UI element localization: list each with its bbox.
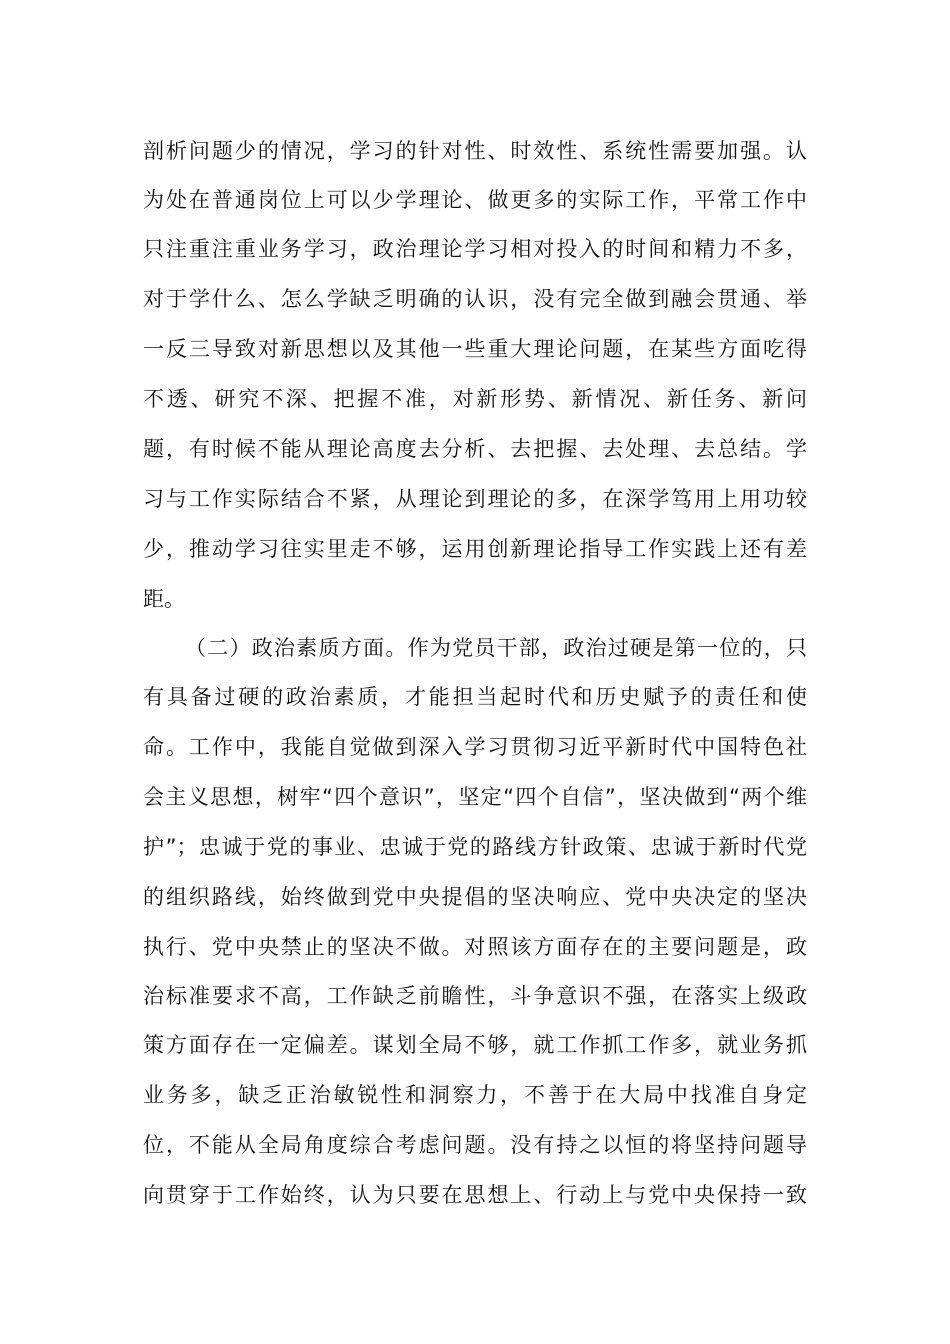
text-line: 向贯穿于工作始终，认为只要在思想上、行动上与党中央保持一致 — [143, 1183, 807, 1207]
text-line: 剖析问题少的情况，学习的针对性、时效性、系统性需要加强。认 — [143, 139, 807, 163]
text-line: 只注重注重业务学习，政治理论学习相对投入的时间和精力不多， — [143, 237, 807, 261]
text-line: 为处在普通岗位上可以少学理论、做更多的实际工作，平常工作中 — [143, 188, 807, 212]
text-line: 不透、研究不深、把握不准，对新形势、新情况、新任务、新问 — [143, 387, 807, 411]
section-heading-line: （二）政治素质方面。作为党员干部，政治过硬是第一位的，只 — [185, 636, 807, 660]
text-line: 少，推动学习往实里走不够，运用创新理论指导工作实践上还有差 — [143, 537, 807, 561]
text-line: 题，有时候不能从理论高度去分析、去把握、去处理、去总结。学 — [143, 437, 807, 461]
text-line: 的组织路线，始终做到党中央提倡的坚决响应、党中央决定的坚决 — [143, 885, 807, 909]
text-line: 执行、党中央禁止的坚决不做。对照该方面存在的主要问题是，政 — [143, 935, 807, 959]
text-line: 业务多，缺乏正治敏锐性和洞察力，不善于在大局中找准自身定 — [143, 1083, 807, 1107]
text-line: 命。工作中，我能自觉做到深入学习贯彻习近平新时代中国特色社 — [143, 735, 807, 759]
text-line: 会主义思想，树牢“四个意识”，坚定“四个自信”，坚决做到“两个维 — [143, 785, 807, 809]
text-line: 策方面存在一定偏差。谋划全局不够，就工作抓工作多，就业务抓 — [143, 1033, 807, 1057]
text-line: 护”；忠诚于党的事业、忠诚于党的路线方针政策、忠诚于新时代党 — [143, 835, 807, 859]
text-line: 一反三导致对新思想以及其他一些重大理论问题，在某些方面吃得 — [143, 337, 807, 361]
text-line: 位，不能从全局角度综合考虑问题。没有持之以恒的将坚持问题导 — [143, 1133, 807, 1157]
text-line: 有具备过硬的政治素质，才能担当起时代和历史赋予的责任和使 — [143, 685, 807, 709]
text-line: 对于学什么、怎么学缺乏明确的认识，没有完全做到融会贯通、举 — [143, 287, 807, 311]
text-line: 习与工作实际结合不紧，从理论到理论的多，在深学笃用上用功较 — [143, 487, 807, 511]
text-line: 距。 — [143, 587, 185, 611]
text-line: 治标准要求不高，工作缺乏前瞻性，斗争意识不强，在落实上级政 — [143, 984, 807, 1008]
